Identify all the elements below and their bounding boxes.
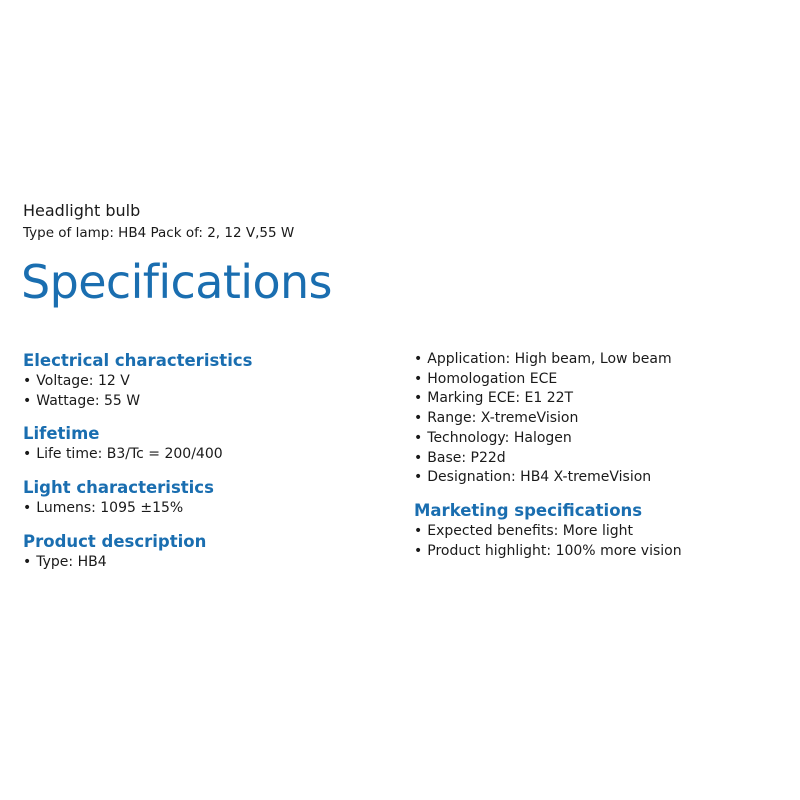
bullet: • xyxy=(414,370,423,387)
section-lifetime xyxy=(23,423,393,465)
spec-item-text: Lumens: 1095 ±15% xyxy=(36,500,184,517)
section-marketing-specifications xyxy=(414,500,784,561)
section-electrical-characteristics xyxy=(23,350,393,411)
spec-item xyxy=(23,553,393,573)
bullet: • xyxy=(414,469,423,486)
spec-list xyxy=(23,553,393,573)
spec-item-text: Base: P22d xyxy=(427,449,506,466)
specs-right-column xyxy=(414,350,784,573)
bullet: • xyxy=(23,500,32,517)
spec-item xyxy=(414,409,784,429)
bullet: • xyxy=(23,446,32,463)
spec-list xyxy=(414,522,784,561)
page-title: Specifications xyxy=(21,255,332,309)
spec-list xyxy=(414,350,784,488)
spec-item-text: Voltage: 12 V xyxy=(36,373,130,389)
spec-item xyxy=(414,542,784,562)
section-title: Marketing specifications xyxy=(414,500,643,520)
section-product-description-continued xyxy=(414,350,784,488)
spec-item-text: Marking ECE: E1 22T xyxy=(427,390,574,407)
section-title: Product description xyxy=(23,531,207,551)
bullet: • xyxy=(414,410,423,427)
section-title: Electrical characteristics xyxy=(23,351,253,370)
spec-item-text: Type: HB4 xyxy=(36,553,107,570)
specs-left-column xyxy=(23,350,393,585)
spec-item xyxy=(414,522,784,542)
lamp-type-line: Type of lamp: HB4 Pack of: 2, 12 V,55 W xyxy=(23,225,295,241)
bullet: • xyxy=(414,522,423,539)
spec-item-text: Wattage: 55 W xyxy=(36,392,141,409)
bullet: • xyxy=(414,390,423,407)
spec-list xyxy=(23,499,393,519)
bullet: • xyxy=(23,373,32,389)
bullet: • xyxy=(414,542,423,559)
section-light-characteristics xyxy=(23,477,393,519)
spec-list xyxy=(23,372,393,411)
spec-item xyxy=(414,350,784,370)
bullet: • xyxy=(414,429,423,446)
spec-item xyxy=(414,468,784,488)
spec-item xyxy=(414,389,784,409)
spec-item-text: Homologation ECE xyxy=(427,370,558,387)
spec-item xyxy=(414,449,784,469)
section-title: Light characteristics xyxy=(23,478,214,498)
spec-item-text: Application: High beam, Low beam xyxy=(427,351,672,367)
section-product-description xyxy=(23,531,393,573)
bullet: • xyxy=(414,351,423,367)
product-subtitle: Headlight bulb xyxy=(23,201,141,220)
spec-item-text: Range: X-tremeVision xyxy=(427,410,579,427)
spec-item xyxy=(23,445,393,465)
spec-item-text: Technology: Halogen xyxy=(427,429,572,446)
spec-item-text: Expected benefits: More light xyxy=(427,522,633,539)
spec-list xyxy=(23,445,393,465)
spec-item-text: Designation: HB4 X-tremeVision xyxy=(427,469,652,486)
bullet: • xyxy=(23,392,32,409)
bullet: • xyxy=(414,449,423,466)
section-title: Lifetime xyxy=(23,424,100,444)
spec-item xyxy=(23,372,393,392)
spec-item-text: Life time: B3/Tc = 200/400 xyxy=(36,446,223,463)
spec-item xyxy=(23,392,393,412)
spec-item-text: Product highlight: 100% more vision xyxy=(427,542,682,559)
spec-item xyxy=(414,429,784,449)
spec-item xyxy=(414,370,784,390)
spec-item xyxy=(23,499,393,519)
bullet: • xyxy=(23,553,32,570)
